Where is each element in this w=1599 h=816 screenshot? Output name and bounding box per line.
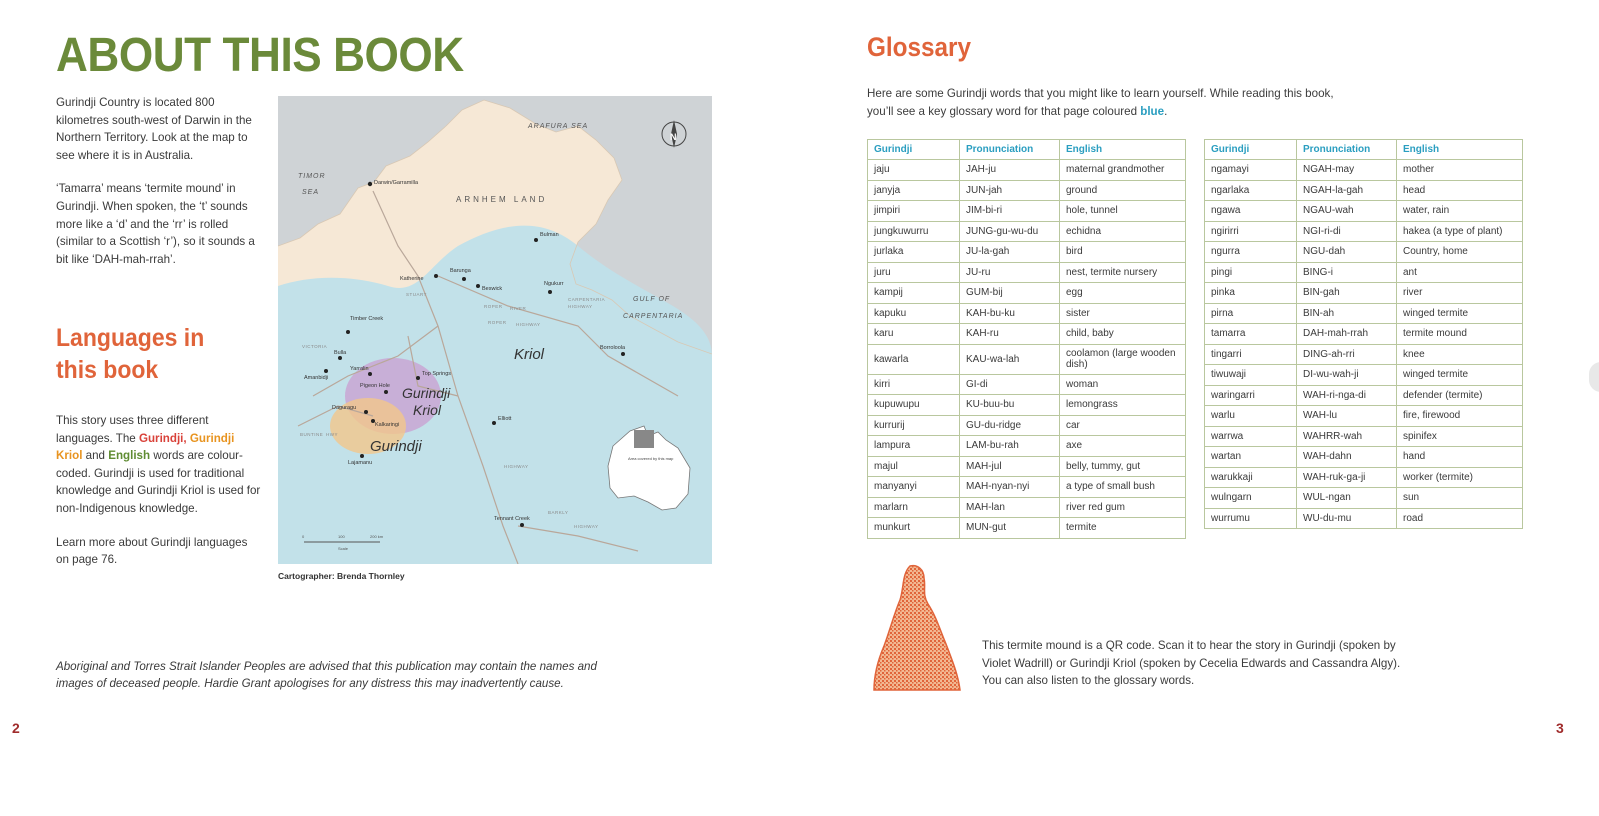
map-label-carpentaria: CARPENTARIA xyxy=(623,313,684,320)
table-row xyxy=(1205,283,1523,304)
map-label-timor: TIMOR xyxy=(298,173,326,180)
cell-pronunciation: KAH-ru xyxy=(960,324,1060,345)
languages-paragraph-1 xyxy=(56,412,261,518)
cell-gurindji: warrwa xyxy=(1205,426,1297,447)
cell-pronunciation: JU-ru xyxy=(960,262,1060,283)
cell-gurindji: ngirirri xyxy=(1205,221,1297,242)
page-number-left: 2 xyxy=(12,720,20,736)
label-barkly-1: BARKLY xyxy=(548,510,569,515)
languages-heading xyxy=(56,322,204,386)
town-top-springs: Top Springs xyxy=(422,371,452,377)
cell-gurindji: kirri xyxy=(868,374,960,395)
cell-english: ground xyxy=(1060,180,1186,201)
cell-english: river xyxy=(1397,283,1523,304)
cell-gurindji: kampij xyxy=(868,283,960,304)
town-daguragu: Daguragu xyxy=(332,405,357,411)
cell-english: spinifex xyxy=(1397,426,1523,447)
cell-pronunciation: KU-buu-bu xyxy=(960,395,1060,416)
and-span: and xyxy=(82,449,109,463)
cell-pronunciation: BING-i xyxy=(1297,262,1397,283)
cell-english: car xyxy=(1060,415,1186,436)
header-english: English xyxy=(1397,140,1523,160)
table-row xyxy=(1205,385,1523,406)
cell-english: knee xyxy=(1397,344,1523,365)
cell-gurindji: waringarri xyxy=(1205,385,1297,406)
table-row xyxy=(1205,426,1523,447)
cell-pronunciation: WAHRR-wah xyxy=(1297,426,1397,447)
cell-english: sister xyxy=(1060,303,1186,324)
cell-english: head xyxy=(1397,180,1523,201)
cell-english: nest, termite nursery xyxy=(1060,262,1186,283)
header-english: English xyxy=(1060,140,1186,160)
cell-pronunciation: MAH-lan xyxy=(960,497,1060,518)
languages-text xyxy=(56,412,261,585)
table-row xyxy=(868,518,1186,539)
label-carpentaria-2: HIGHWAY xyxy=(568,304,593,309)
cell-gurindji: pirna xyxy=(1205,303,1297,324)
table-row xyxy=(868,242,1186,263)
town-lajamanu: Lajamanu xyxy=(348,460,373,466)
cell-english: axe xyxy=(1060,436,1186,457)
table-row xyxy=(1205,221,1523,242)
cell-pronunciation: DING-ah-rri xyxy=(1297,344,1397,365)
cell-pronunciation: JUN-jah xyxy=(960,180,1060,201)
cell-english: termite mound xyxy=(1397,324,1523,345)
town-pigeon-hole: Pigeon Hole xyxy=(360,383,390,389)
cell-gurindji: jaju xyxy=(868,160,960,181)
cell-pronunciation: JUNG-gu-wu-du xyxy=(960,221,1060,242)
cell-english: coolamon (large wooden dish) xyxy=(1060,344,1186,374)
town-elliott: Elliott xyxy=(498,416,512,422)
cell-english: fire, firewood xyxy=(1397,406,1523,427)
gurindji-country-map xyxy=(278,96,712,564)
intro-paragraph-2: ‘Tamarra’ means ‘termite mound’ in Gurindji. When spoken, the ‘t’ sounds more like a ‘d’ and the ‘rr’ is rolled (similar to a Scottish ‘r’), so it sounds a bit like ‘DAH-mah-rrah’. xyxy=(56,182,255,266)
cell-pronunciation: WUL-ngan xyxy=(1297,488,1397,509)
scale-label: Scale xyxy=(338,546,349,551)
glossary-table-left xyxy=(867,139,1186,539)
cell-gurindji: marlarn xyxy=(868,497,960,518)
gurindji-kriol-label: Gurindji Kriol xyxy=(56,431,235,463)
cell-gurindji: tingarri xyxy=(1205,344,1297,365)
cell-english: child, baby xyxy=(1060,324,1186,345)
label-roper-hwy-1: ROPER xyxy=(488,320,507,325)
intro-text: you’ll see a key glossary word for that page coloured xyxy=(867,104,1141,118)
header-pronunciation: Pronunciation xyxy=(1297,140,1397,160)
cell-pronunciation: WAH-ruk-ga-ji xyxy=(1297,467,1397,488)
town-darwin: Darwin/Garramilla xyxy=(374,180,419,186)
town-bulla: Bulla xyxy=(334,350,347,356)
cell-english: egg xyxy=(1060,283,1186,304)
cell-pronunciation: GI-di xyxy=(960,374,1060,395)
text-span: This story uses three different languages. The xyxy=(56,414,209,445)
text-span-2: words are colour-coded. Gurindji is used for traditional knowledge and Gurindji Kriol is used for non-Indigenous knowledge. xyxy=(56,449,261,515)
cell-gurindji: kurrurij xyxy=(868,415,960,436)
cell-english: termite xyxy=(1060,518,1186,539)
inset-highlight xyxy=(634,430,654,448)
intro-end: . xyxy=(1164,104,1168,118)
cell-pronunciation: GU-du-ridge xyxy=(960,415,1060,436)
cell-pronunciation: NGU-dah xyxy=(1297,242,1397,263)
map-label-gurindji-kriol-2: Kriol xyxy=(413,402,442,418)
intro-text xyxy=(56,94,261,284)
cell-english: winged termite xyxy=(1397,303,1523,324)
cell-english: bird xyxy=(1060,242,1186,263)
cell-english: echidna xyxy=(1060,221,1186,242)
comma-span: , xyxy=(183,431,190,445)
cartographer-credit: Cartographer: Brenda Thornley xyxy=(278,571,405,581)
town-borroloola: Borroloola xyxy=(600,345,626,351)
english-label: English xyxy=(108,449,151,463)
label-carpentaria-1: CARPENTARIA xyxy=(568,297,606,302)
cell-gurindji: tamarra xyxy=(1205,324,1297,345)
cell-pronunciation: WU-du-mu xyxy=(1297,508,1397,529)
label-victoria: VICTORIA xyxy=(302,344,328,349)
label-buntine: BUNTINE xyxy=(300,432,324,437)
map-label-gurindji-kriol-1: Gurindji xyxy=(402,385,451,401)
languages-heading-line2: this book xyxy=(56,356,159,384)
town-yarralin: Yarralin xyxy=(350,366,369,372)
table-row xyxy=(868,395,1186,416)
disclaimer xyxy=(56,658,716,692)
cell-gurindji: jurlaka xyxy=(868,242,960,263)
cell-english: a type of small bush xyxy=(1060,477,1186,498)
cell-gurindji: lampura xyxy=(868,436,960,457)
cell-pronunciation: LAM-bu-rah xyxy=(960,436,1060,457)
qr-instructions xyxy=(982,637,1512,690)
label-roper-river-1: ROPER xyxy=(484,304,503,309)
map-label-arafura-sea: ARAFURA SEA xyxy=(528,123,589,130)
glossary-intro-line-1: Here are some Gurindji words that you might like to learn yourself. While reading this book, xyxy=(867,87,1334,100)
label-barkly-2: HIGHWAY xyxy=(574,524,599,529)
glossary-intro xyxy=(867,85,1437,120)
table-row xyxy=(868,303,1186,324)
page-title: ABOUT THIS BOOK xyxy=(56,29,464,82)
header-gurindji: Gurindji xyxy=(868,140,960,160)
scale-0: 0 xyxy=(302,534,305,539)
north-label: N xyxy=(670,132,677,142)
glossary-table-right xyxy=(1204,139,1523,529)
table-row xyxy=(1205,180,1523,201)
table-row xyxy=(868,201,1186,222)
table-row xyxy=(868,436,1186,457)
town-timber-creek: Timber Creek xyxy=(350,316,384,322)
table-header-row xyxy=(868,140,1186,160)
gurindji-label: Gurindji xyxy=(138,431,184,445)
map-label-gulf-of: GULF OF xyxy=(633,296,671,303)
cell-english: mother xyxy=(1397,160,1523,181)
cell-english: defender (termite) xyxy=(1397,385,1523,406)
disclaimer-line-2: images of deceased people. Hardie Grant apologises for any distress this may inadvertently cause. xyxy=(56,677,564,690)
cell-pronunciation: JAH-ju xyxy=(960,160,1060,181)
table-row xyxy=(1205,201,1523,222)
cell-english: worker (termite) xyxy=(1397,467,1523,488)
cell-english: sun xyxy=(1397,488,1523,509)
label-roper-river-2: RIVER xyxy=(510,306,527,311)
label-hwy: HWY xyxy=(326,432,338,437)
table-row xyxy=(868,283,1186,304)
header-pronunciation: Pronunciation xyxy=(960,140,1060,160)
cell-english: hole, tunnel xyxy=(1060,201,1186,222)
cell-pronunciation: MUN-gut xyxy=(960,518,1060,539)
table-row xyxy=(868,160,1186,181)
table-row xyxy=(1205,447,1523,468)
cell-pronunciation: NGAU-wah xyxy=(1297,201,1397,222)
table-row xyxy=(1205,303,1523,324)
town-kalkaringi: Kalkaringi xyxy=(375,422,400,428)
cell-pronunciation: NGAH-la-gah xyxy=(1297,180,1397,201)
cell-gurindji: ngarlaka xyxy=(1205,180,1297,201)
table-row xyxy=(1205,406,1523,427)
cell-pronunciation: GUM-bij xyxy=(960,283,1060,304)
cell-gurindji: ngamayi xyxy=(1205,160,1297,181)
map-label-sea: SEA xyxy=(302,189,320,196)
cell-gurindji: kapuku xyxy=(868,303,960,324)
cell-english: road xyxy=(1397,508,1523,529)
cell-gurindji: tiwuwaji xyxy=(1205,365,1297,386)
scale-100: 100 xyxy=(338,534,345,539)
cell-gurindji: wartan xyxy=(1205,447,1297,468)
cell-english: hakea (a type of plant) xyxy=(1397,221,1523,242)
header-gurindji: Gurindji xyxy=(1205,140,1297,160)
cell-gurindji: jimpiri xyxy=(868,201,960,222)
map-label-arnhem-land: ARNHEM LAND xyxy=(456,195,548,204)
cell-gurindji: juru xyxy=(868,262,960,283)
cell-pronunciation: BIN-ah xyxy=(1297,303,1397,324)
table-row xyxy=(1205,467,1523,488)
town-katherine: Katherine xyxy=(400,276,424,282)
table-row xyxy=(868,456,1186,477)
cell-english: Country, home xyxy=(1397,242,1523,263)
cell-pronunciation: MAH-nyan-nyi xyxy=(960,477,1060,498)
viewer-edge-handle[interactable] xyxy=(1589,362,1599,392)
map-label-gurindji: Gurindji xyxy=(370,438,422,455)
cell-gurindji: pingi xyxy=(1205,262,1297,283)
town-tennant-creek: Tennant Creek xyxy=(494,516,530,522)
cell-gurindji: kupuwupu xyxy=(868,395,960,416)
map-label-kriol: Kriol xyxy=(514,346,545,363)
cell-pronunciation: DI-wu-wah-ji xyxy=(1297,365,1397,386)
table-header-row xyxy=(1205,140,1523,160)
page-number-right: 3 xyxy=(1556,720,1564,736)
table-row xyxy=(1205,242,1523,263)
table-row xyxy=(868,221,1186,242)
town-bulman: Bulman xyxy=(540,232,559,238)
table-row xyxy=(1205,160,1523,181)
cell-english: winged termite xyxy=(1397,365,1523,386)
intro-paragraph-1: Gurindji Country is located 800 kilometres south-west of Darwin in the Northern Territory. Look at the map to see where it is in Australia. xyxy=(56,96,252,162)
cell-english: ant xyxy=(1397,262,1523,283)
table-row xyxy=(1205,262,1523,283)
qr-line-2: Violet Wadrill) or Gurindji Kriol (spoken by Cecelia Edwards and Cassandra Algy). xyxy=(982,656,1401,670)
cell-gurindji: janyja xyxy=(868,180,960,201)
table-row xyxy=(868,497,1186,518)
cell-english: lemongrass xyxy=(1060,395,1186,416)
cell-gurindji: ngurra xyxy=(1205,242,1297,263)
table-row xyxy=(868,477,1186,498)
table-row xyxy=(1205,488,1523,509)
qr-line-3: You can also listen to the glossary words. xyxy=(982,674,1195,688)
cell-english: water, rain xyxy=(1397,201,1523,222)
cell-english: belly, tummy, gut xyxy=(1060,456,1186,477)
table-row xyxy=(1205,508,1523,529)
table-row xyxy=(1205,324,1523,345)
intro-blue-word: blue xyxy=(1140,104,1165,118)
cell-gurindji: manyanyi xyxy=(868,477,960,498)
town-ngukurr: Ngukurr xyxy=(544,281,564,287)
cell-gurindji: jungkuwurru xyxy=(868,221,960,242)
town-amanbidji: Amanbidji xyxy=(304,375,329,381)
cell-gurindji: wurrumu xyxy=(1205,508,1297,529)
town-barunga: Barunga xyxy=(450,268,471,274)
cell-pronunciation: WAH-ri-nga-di xyxy=(1297,385,1397,406)
cell-pronunciation: WAH-dahn xyxy=(1297,447,1397,468)
table-row xyxy=(868,415,1186,436)
cell-gurindji: wulngarn xyxy=(1205,488,1297,509)
disclaimer-line-1: Aboriginal and Torres Strait Islander Peoples are advised that this publication may contain the names and xyxy=(56,660,597,673)
cell-pronunciation: KAH-bu-ku xyxy=(960,303,1060,324)
cell-english: hand xyxy=(1397,447,1523,468)
cell-gurindji: pinka xyxy=(1205,283,1297,304)
cell-gurindji: kawarla xyxy=(868,344,960,374)
label-roper-hwy-2: HIGHWAY xyxy=(516,322,541,327)
cell-english: river red gum xyxy=(1060,497,1186,518)
cell-pronunciation: NGAH-may xyxy=(1297,160,1397,181)
table-row xyxy=(868,344,1186,374)
table-row xyxy=(868,324,1186,345)
cell-gurindji: munkurt xyxy=(868,518,960,539)
inset-label: Area covered by this map xyxy=(628,456,674,461)
cell-pronunciation: WAH-lu xyxy=(1297,406,1397,427)
termite-mound-qr-code[interactable] xyxy=(870,564,962,694)
cell-gurindji: warlu xyxy=(1205,406,1297,427)
cell-pronunciation: NGI-ri-di xyxy=(1297,221,1397,242)
table-row xyxy=(868,262,1186,283)
cell-pronunciation: JU-la-gah xyxy=(960,242,1060,263)
cell-pronunciation: JIM-bi-ri xyxy=(960,201,1060,222)
languages-paragraph-2: Learn more about Gurindji languages on page 76. xyxy=(56,535,248,567)
glossary-intro-line-2 xyxy=(867,103,1437,121)
languages-heading-line1: Languages in xyxy=(56,324,205,352)
scale-200: 200 km xyxy=(370,534,384,539)
qr-line-1: This termite mound is a QR code. Scan it to hear the story in Gurindji (spoken by xyxy=(982,639,1396,652)
cell-gurindji: warukkaji xyxy=(1205,467,1297,488)
glossary-title: Glossary xyxy=(867,32,972,62)
cell-gurindji: ngawa xyxy=(1205,201,1297,222)
cell-english: woman xyxy=(1060,374,1186,395)
table-row xyxy=(1205,344,1523,365)
label-stuart-1: STUART xyxy=(406,292,427,297)
cell-pronunciation: BIN-gah xyxy=(1297,283,1397,304)
table-row xyxy=(868,180,1186,201)
table-row xyxy=(868,374,1186,395)
cell-gurindji: majul xyxy=(868,456,960,477)
cell-pronunciation: KAU-wa-lah xyxy=(960,344,1060,374)
town-beswick: Beswick xyxy=(482,286,503,292)
label-stuart-2: HIGHWAY xyxy=(504,464,529,469)
cell-pronunciation: MAH-jul xyxy=(960,456,1060,477)
cell-pronunciation: DAH-mah-rrah xyxy=(1297,324,1397,345)
table-row xyxy=(1205,365,1523,386)
cell-gurindji: karu xyxy=(868,324,960,345)
cell-english: maternal grandmother xyxy=(1060,160,1186,181)
